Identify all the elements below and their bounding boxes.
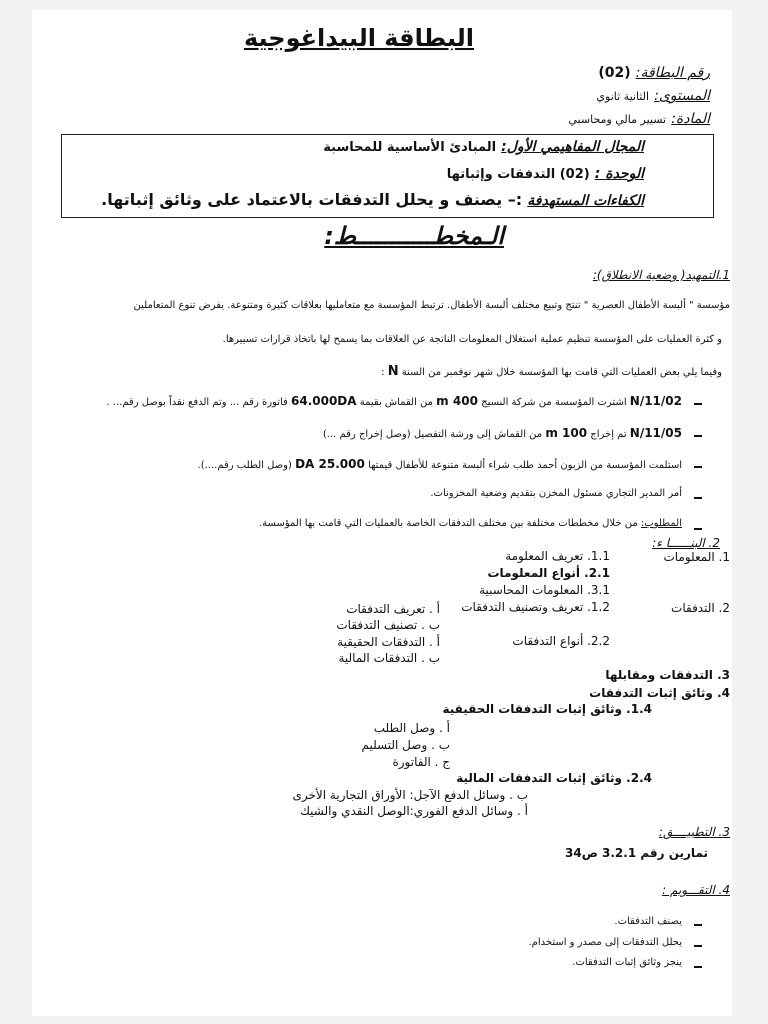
bullet-dash xyxy=(694,528,702,530)
operation-1-text2: من القماش بقيمة xyxy=(356,397,437,408)
operation-3-text3: (وصل الطلب رقم....). xyxy=(197,460,296,471)
outline-2-1: 1.2. تعريف وتصنيف التدفقات xyxy=(461,600,610,614)
operation-1-qty: 400 m xyxy=(436,394,478,408)
bullet-dash xyxy=(694,466,702,468)
required-text: من خلال مخططات مختلفة بين مختلف التدفقات الخاصة بالعمليات التي قامت بها المؤسسة. xyxy=(258,518,641,529)
intro-paragraph-3 xyxy=(381,364,722,379)
outline-4-1-a: أ . وصل الطلب xyxy=(373,721,450,735)
unit-value: (02) التدفقات وإثباتها xyxy=(446,167,590,182)
outline-4-2-a: أ . وسائل الدفع الفوري:الوصل النقدي والشيك xyxy=(300,804,528,818)
outline-2-2-b: ب . التدفقات المالية xyxy=(338,651,440,665)
page-title: البطاقة البيداغوجية xyxy=(243,24,474,52)
operation-2-date: N/11/05 xyxy=(629,426,682,440)
outline-4-2-b: ب . وسائل الدفع الآجل: الأوراق التجارية الأخرى xyxy=(292,788,528,802)
outline-2-2-a: أ . التدفقات الحقيقية xyxy=(337,635,440,649)
apply-heading: 3. التطبيــــق: xyxy=(658,825,730,839)
outline-4-2: 2.4. وثائق إثبات التدفقات المالية xyxy=(456,771,652,785)
outline-2-1-a: أ . تعريف التدفقات xyxy=(346,602,440,616)
unit-label: الوحدة : xyxy=(594,166,644,182)
intro-paragraph-1: مؤسسة " ألبسة الأطفال العصرية " تنتج وتبيع مختلف ألبسة الأطفال. ترتبط المؤسسة مع متعامليها بعلاقات كثيرة ومتنوعة. يفرض تنوع المتعاملين xyxy=(133,300,730,311)
evaluation-item-1: يصنف التدفقات. xyxy=(614,916,682,927)
evaluation-item-2: يحلل التدفقات إلى مصدر و استخدام. xyxy=(528,937,682,948)
subject-line xyxy=(568,108,710,127)
intro-year-n: N xyxy=(387,364,399,379)
outline-4-1-c: ج . الفاتورة xyxy=(392,755,450,769)
required-label: المطلوب: xyxy=(640,518,682,529)
bullet-dash xyxy=(694,403,702,405)
subject-value: تسيير مالي ومحاسبي xyxy=(568,113,667,126)
operation-1-text: اشترت المؤسسة من شركة النسيج xyxy=(477,397,630,408)
outline-1-1: 1.1. تعريف المعلومة xyxy=(505,549,610,563)
intro-paragraph-3-end: : xyxy=(381,367,388,378)
required-line xyxy=(259,518,682,529)
level-line xyxy=(596,85,710,104)
competency-value: :– يصنف و يحلل التدفقات بالاعتماد على وثائق إثباتها. xyxy=(101,190,523,209)
bullet-dash xyxy=(694,435,702,437)
intro-heading: 1.التمهيد( وضعية الانطلاق): xyxy=(592,268,730,282)
domain-label: المجال المفاهيمي الأول: xyxy=(501,139,644,155)
document-page xyxy=(32,10,732,1016)
operation-1-text3: فاتورة رقم ... وتم الدفع نقداً بوصل رقم... . xyxy=(106,397,291,408)
operation-item-3 xyxy=(198,457,682,471)
bullet-dash xyxy=(694,966,702,968)
card-number-line xyxy=(598,62,710,81)
operation-2-qty: 100 m xyxy=(545,426,588,440)
operation-1-date: N/11/02 xyxy=(629,394,682,408)
operation-2-text2: من القماش إلى ورشة التفصيل (وصل إخراج رقم ...) xyxy=(322,429,546,440)
operation-2-text: تم إخراج xyxy=(587,429,630,440)
unit-line xyxy=(447,163,644,182)
outline-4: 4. وثائق إثبات التدفقات xyxy=(589,686,730,700)
evaluation-item-3: ينجز وثائق إثبات التدفقات. xyxy=(572,957,682,968)
outline-1: 1. المعلومات xyxy=(663,550,730,564)
outline-4-1-b: ب . وصل التسليم xyxy=(361,738,450,752)
intro-paragraph-3-text: وفيما يلي بعض العمليات التي قامت بها المؤسسة خلال شهر نوفمبر من السنة xyxy=(398,367,722,378)
competency-line xyxy=(101,190,644,209)
apply-text: تمارين رقم 3.2.1 ص34 xyxy=(564,846,708,860)
outline-4-1: 1.4. وثائق إثبات التدفقات الحقيقية xyxy=(442,702,652,716)
bullet-dash xyxy=(694,497,702,499)
outline-1-3: 3.1. المعلومات المحاسبية xyxy=(479,583,610,597)
outline-2-2: 2.2. أنواع التدفقات xyxy=(512,634,610,648)
operation-3-amount: 25.000 DA xyxy=(295,457,365,471)
competency-label: الكفاءات المستهدفة xyxy=(527,193,644,209)
outline-1-2: 2.1. أنواع المعلومات xyxy=(487,566,610,580)
evaluation-heading: 4. التقـــويم : xyxy=(662,883,730,897)
operation-item-2 xyxy=(323,426,682,440)
operation-item-4: أمر المدير التجاري مسئول المخزن بتقديم وضعية المخزونات. xyxy=(430,488,682,499)
operation-item-1 xyxy=(106,394,682,408)
domain-value: المبادئ الأساسية للمحاسبة xyxy=(323,140,497,155)
card-number-label: رقم البطاقة: xyxy=(635,65,710,81)
outline-2: 2. التدفقات xyxy=(671,601,730,615)
card-number-value: (02) xyxy=(598,65,631,81)
plan-heading: الـمخطـــــــــــط: xyxy=(324,222,504,250)
outline-2-1-b: ب . تصنيف التدفقات xyxy=(336,618,440,632)
operation-3-text: استلمت المؤسسة من الزبون أحمد طلب شراء ألبسة متنوعة للأطفال قيمتها xyxy=(364,460,682,471)
bullet-dash xyxy=(694,924,702,926)
build-heading: 2. البنــــــا ء: xyxy=(652,536,720,550)
bullet-dash xyxy=(694,945,702,947)
intro-paragraph-2: و كثرة العمليات على المؤسسة تنظيم عملية استغلال المعلومات الناتجة عن العلاقات بما يسمح لها باتخاذ قرارات تسييرها. xyxy=(222,334,722,345)
operation-1-amount: 64.000DA xyxy=(291,394,357,408)
outline-3: 3. التدفقات ومقابلها xyxy=(605,668,730,682)
level-value: الثانية ثانوي xyxy=(596,90,650,103)
level-label: المستوى: xyxy=(654,88,710,104)
subject-label: المادة: xyxy=(671,111,710,127)
domain-line xyxy=(323,136,644,155)
